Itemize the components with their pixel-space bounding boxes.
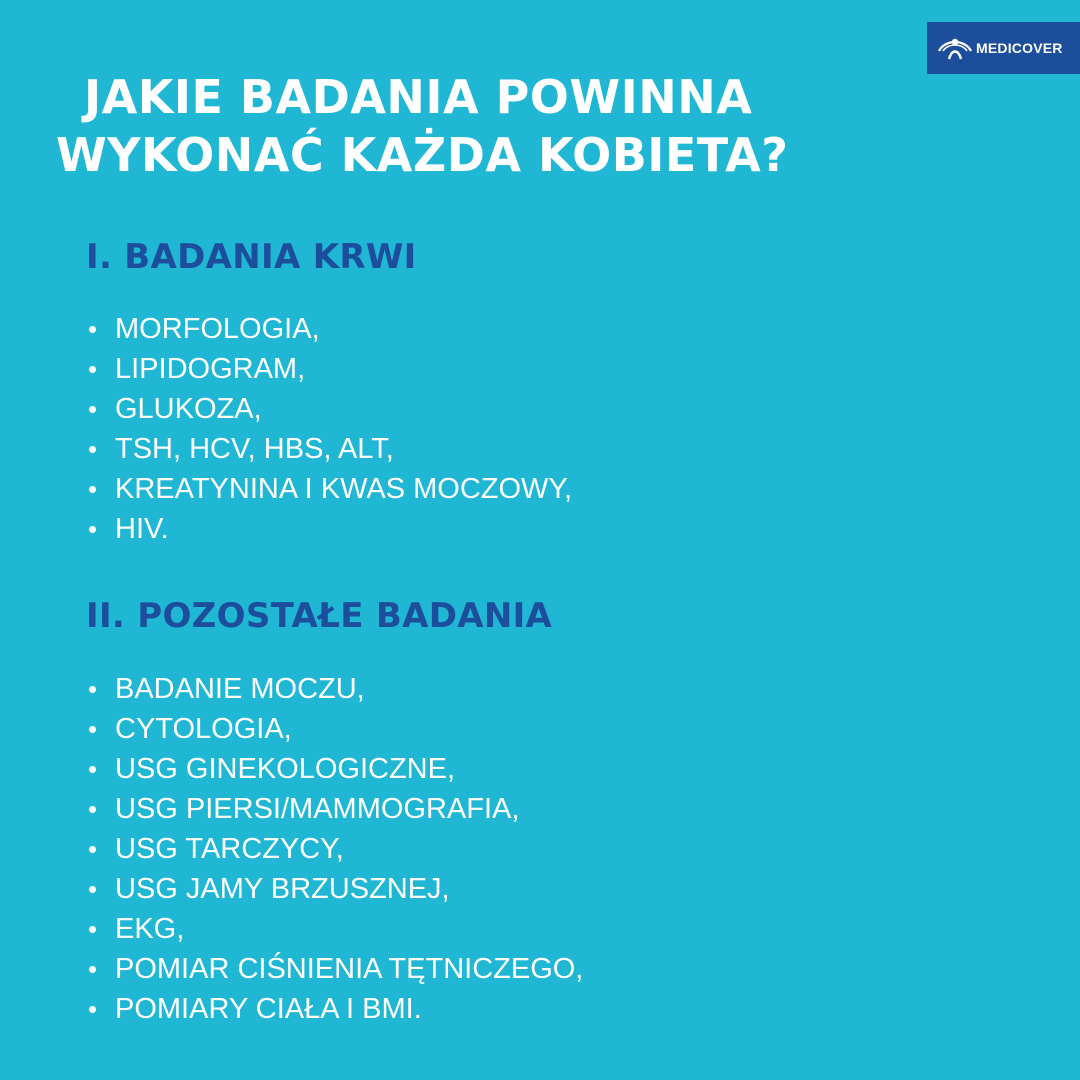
list-item-text: USG GINEKOLOGICZNE,	[115, 753, 455, 785]
page-title	[56, 68, 788, 184]
list-item	[88, 509, 572, 549]
list-item-text: GLUKOZA,	[115, 393, 262, 425]
list-item-text: KREATYNINA I KWAS MOCZOWY,	[115, 473, 573, 505]
bullet: •	[88, 914, 98, 944]
list-item	[88, 949, 583, 989]
list-item	[88, 909, 583, 949]
other-tests-list	[88, 669, 583, 1029]
bullet: •	[88, 834, 98, 864]
list-item-text: USG JAMY BRZUSZNEJ,	[115, 873, 450, 905]
list-item	[88, 349, 572, 389]
bullet: •	[88, 994, 98, 1024]
title-line-1: JAKIE BADANIA POWINNA	[84, 70, 753, 124]
list-item	[88, 309, 572, 349]
list-item	[88, 389, 572, 429]
title-line-2: WYKONAĆ KAŻDA KOBIETA?	[56, 128, 789, 182]
list-item-text: CYTOLOGIA,	[115, 713, 292, 745]
bullet: •	[88, 314, 98, 344]
list-item-text: BADANIE MOCZU,	[115, 673, 365, 705]
blood-tests-list	[88, 309, 572, 549]
list-item	[88, 669, 583, 709]
list-item	[88, 829, 583, 869]
bullet: •	[88, 514, 98, 544]
section-heading-other-tests: II. POZOSTAŁE BADANIA	[86, 596, 553, 636]
list-item	[88, 989, 583, 1029]
list-item	[88, 869, 583, 909]
bullet: •	[88, 474, 98, 504]
list-item	[88, 749, 583, 789]
medicover-logo-icon	[937, 33, 973, 63]
bullet: •	[88, 714, 98, 744]
list-item-text: MORFOLOGIA,	[115, 313, 320, 345]
bullet: •	[88, 874, 98, 904]
bullet: •	[88, 794, 98, 824]
bullet: •	[88, 754, 98, 784]
list-item	[88, 469, 572, 509]
list-item-text: POMIARY CIAŁA I BMI.	[115, 993, 422, 1025]
bullet: •	[88, 434, 98, 464]
list-item	[88, 429, 572, 469]
list-item-text: LIPIDOGRAM,	[115, 353, 306, 385]
list-item	[88, 789, 583, 829]
list-item-text: TSH, HCV, HBS, ALT,	[115, 433, 394, 465]
list-item-text: USG TARCZYCY,	[115, 833, 344, 865]
bullet: •	[88, 354, 98, 384]
list-item-text: USG PIERSI/MAMMOGRAFIA,	[115, 793, 520, 825]
list-item	[88, 709, 583, 749]
section-heading-blood-tests: I. BADANIA KRWI	[86, 237, 417, 277]
bullet: •	[88, 394, 98, 424]
medicover-logo	[927, 22, 1080, 74]
bullet: •	[88, 954, 98, 984]
bullet: •	[88, 674, 98, 704]
logo-text: MEDICOVER	[976, 40, 1063, 56]
list-item-text: EKG,	[115, 913, 185, 945]
list-item-text: HIV.	[115, 513, 169, 545]
list-item-text: POMIAR CIŚNIENIA TĘTNICZEGO,	[115, 953, 584, 985]
